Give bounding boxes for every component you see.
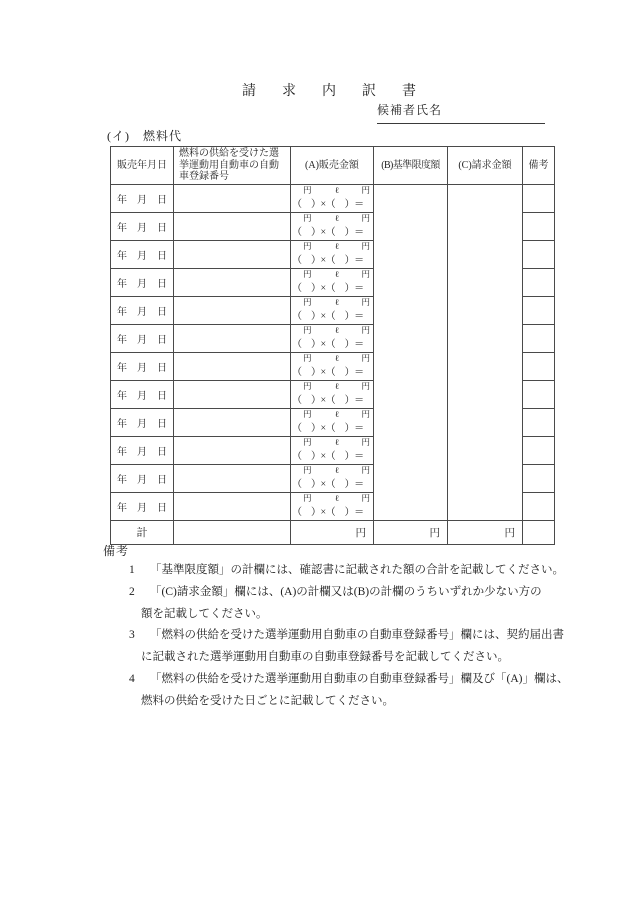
sale-amount-cell[interactable] xyxy=(291,212,374,240)
sales-amount-formula xyxy=(291,465,373,491)
unit-liter: ℓ xyxy=(335,185,340,195)
remarks-cell[interactable] xyxy=(523,380,555,408)
formula-expression: （ ）×（ ）＝ xyxy=(292,423,364,434)
registration-number-cell[interactable] xyxy=(174,324,291,352)
unit-liter: ℓ xyxy=(335,409,340,419)
sales-amount-formula xyxy=(291,353,373,379)
limit-amount-cell[interactable] xyxy=(374,184,448,520)
remarks-cell[interactable] xyxy=(523,492,555,520)
registration-number-cell[interactable] xyxy=(174,492,291,520)
unit-yen-price: 円 xyxy=(303,381,312,391)
formula-expression: （ ）×（ ）＝ xyxy=(292,255,364,266)
sales-amount-formula xyxy=(291,213,373,239)
sales-amount-formula xyxy=(291,493,373,519)
unit-liter: ℓ xyxy=(335,241,340,251)
unit-yen-price: 円 xyxy=(303,297,312,307)
col-header-sale-amount: (A)販売金額 xyxy=(291,147,374,185)
sales-amount-formula xyxy=(291,437,373,463)
registration-number-cell[interactable] xyxy=(174,212,291,240)
note-text: 「基準限度額」の計欄には、確認書に記載された額の合計を記載してください。 xyxy=(150,564,564,576)
claim-amount-cell[interactable] xyxy=(448,184,523,520)
sale-amount-cell[interactable] xyxy=(291,492,374,520)
candidate-name-field[interactable] xyxy=(377,101,545,124)
note-line xyxy=(127,647,567,669)
col-header-claim-amount: (C)請求金額 xyxy=(448,147,523,185)
sale-amount-cell[interactable] xyxy=(291,464,374,492)
note-text: に記載された選挙運動用自動車の自動車登録番号を記載してください。 xyxy=(141,651,509,664)
total-claim-amount-cell[interactable]: 円 xyxy=(448,520,523,544)
unit-yen-total: 円 xyxy=(361,493,370,503)
sale-amount-cell[interactable] xyxy=(291,268,374,296)
unit-yen-price: 円 xyxy=(303,241,312,251)
unit-yen-price: 円 xyxy=(303,269,312,279)
note-line xyxy=(127,691,567,713)
registration-number-cell[interactable] xyxy=(174,352,291,380)
unit-yen-total: 円 xyxy=(361,185,370,195)
table-header-row xyxy=(111,147,555,185)
sales-amount-formula xyxy=(291,241,373,267)
col-header-limit-amount: (B)基準限度額 xyxy=(374,147,448,185)
sale-amount-cell[interactable] xyxy=(291,352,374,380)
col-header-remarks: 備考 xyxy=(523,147,555,185)
unit-liter: ℓ xyxy=(335,269,340,279)
note-number: 4 xyxy=(129,672,135,685)
note-line xyxy=(127,669,567,691)
unit-yen-total: 円 xyxy=(361,353,370,363)
sale-date-cell: 年 月 日 xyxy=(111,184,174,212)
candidate-name-label: 候補者氏名 xyxy=(377,103,443,117)
unit-yen-price: 円 xyxy=(303,437,312,447)
unit-yen-price: 円 xyxy=(303,409,312,419)
unit-yen-total: 円 xyxy=(361,241,370,251)
sale-amount-cell[interactable] xyxy=(291,296,374,324)
unit-yen-total: 円 xyxy=(361,409,370,419)
remarks-cell[interactable] xyxy=(523,184,555,212)
unit-yen-total: 円 xyxy=(361,213,370,223)
unit-yen-price: 円 xyxy=(303,213,312,223)
remarks-cell[interactable] xyxy=(523,436,555,464)
sales-amount-formula xyxy=(291,269,373,295)
sale-date-cell: 年 月 日 xyxy=(111,408,174,436)
registration-number-cell[interactable] xyxy=(174,240,291,268)
remarks-cell[interactable] xyxy=(523,324,555,352)
unit-yen-total: 円 xyxy=(361,381,370,391)
sales-amount-formula xyxy=(291,325,373,351)
sale-amount-cell[interactable] xyxy=(291,240,374,268)
formula-expression: （ ）×（ ）＝ xyxy=(292,339,364,350)
registration-number-cell[interactable] xyxy=(174,436,291,464)
registration-number-cell[interactable] xyxy=(174,184,291,212)
unit-yen-price: 円 xyxy=(303,353,312,363)
remarks-cell[interactable] xyxy=(523,464,555,492)
unit-liter: ℓ xyxy=(335,437,340,447)
unit-liter: ℓ xyxy=(335,493,340,503)
formula-expression: （ ）×（ ）＝ xyxy=(292,395,364,406)
total-remarks-cell xyxy=(523,520,555,544)
sale-date-cell: 年 月 日 xyxy=(111,352,174,380)
sales-amount-formula xyxy=(291,409,373,435)
unit-liter: ℓ xyxy=(335,325,340,335)
sales-amount-formula xyxy=(291,381,373,407)
unit-yen-total: 円 xyxy=(361,465,370,475)
remarks-cell[interactable] xyxy=(523,296,555,324)
sale-date-cell: 年 月 日 xyxy=(111,324,174,352)
total-limit-amount-cell[interactable]: 円 xyxy=(374,520,448,544)
total-label-cell: 計 xyxy=(111,520,174,544)
note-line xyxy=(127,582,567,604)
sale-date-cell: 年 月 日 xyxy=(111,268,174,296)
note-text: 「燃料の供給を受けた選挙運動用自動車の自動車登録番号」欄には、契約届出書 xyxy=(150,629,564,642)
note-text: 「燃料の供給を受けた選挙運動用自動車の自動車登録番号」欄及び「(A)」欄は、 xyxy=(150,672,569,685)
col-header-vehicle-registration: 燃料の供給を受けた選挙運動用自動車の自動車登録番号 xyxy=(174,147,291,185)
note-item-2 xyxy=(127,582,567,626)
note-item-4 xyxy=(127,669,567,713)
note-text: 「(C)請求金額」欄には、(A)の計欄又は(B)の計欄のうちいずれか少ない方の xyxy=(150,585,542,598)
unit-yen-price: 円 xyxy=(303,465,312,475)
formula-expression: （ ）×（ ）＝ xyxy=(292,311,364,322)
unit-yen-total: 円 xyxy=(361,297,370,307)
sales-amount-formula xyxy=(291,297,373,323)
fuel-cost-table xyxy=(110,146,555,545)
registration-number-cell[interactable] xyxy=(174,464,291,492)
sale-amount-cell[interactable] xyxy=(291,408,374,436)
formula-expression: （ ）×（ ）＝ xyxy=(292,227,364,238)
table-row xyxy=(111,184,555,212)
registration-number-cell[interactable] xyxy=(174,296,291,324)
registration-number-cell[interactable] xyxy=(174,268,291,296)
unit-yen-price: 円 xyxy=(303,185,312,195)
sales-amount-formula xyxy=(291,185,373,211)
formula-expression: （ ）×（ ）＝ xyxy=(292,199,364,210)
unit-liter: ℓ xyxy=(335,465,340,475)
registration-number-cell[interactable] xyxy=(174,380,291,408)
note-item-1 xyxy=(127,560,567,582)
remarks-cell[interactable] xyxy=(523,268,555,296)
unit-liter: ℓ xyxy=(335,353,340,363)
total-row xyxy=(111,520,555,544)
sale-amount-cell[interactable] xyxy=(291,324,374,352)
note-line xyxy=(127,604,567,626)
formula-expression: （ ）×（ ）＝ xyxy=(292,507,364,518)
unit-yen-price: 円 xyxy=(303,493,312,503)
sale-amount-cell[interactable] xyxy=(291,436,374,464)
section-label-fuel: (イ) 燃料代 xyxy=(107,129,182,143)
page-title: 請 求 内 訳 書 xyxy=(242,84,422,99)
sale-date-cell: 年 月 日 xyxy=(111,296,174,324)
notes-list xyxy=(127,560,567,713)
sale-amount-cell[interactable] xyxy=(291,380,374,408)
note-number: 2 xyxy=(129,585,135,598)
sale-date-cell: 年 月 日 xyxy=(111,240,174,268)
note-number: 1 xyxy=(129,564,135,576)
formula-expression: （ ）×（ ）＝ xyxy=(292,451,364,462)
note-number: 3 xyxy=(129,629,135,642)
registration-number-cell[interactable] xyxy=(174,408,291,436)
sale-date-cell: 年 月 日 xyxy=(111,464,174,492)
sale-date-cell: 年 月 日 xyxy=(111,492,174,520)
sale-amount-cell[interactable] xyxy=(291,184,374,212)
note-text: 額を記載してください。 xyxy=(141,607,268,620)
sale-date-cell: 年 月 日 xyxy=(111,380,174,408)
unit-yen-total: 円 xyxy=(361,437,370,447)
sale-date-cell: 年 月 日 xyxy=(111,212,174,240)
formula-expression: （ ）×（ ）＝ xyxy=(292,367,364,378)
remarks-cell[interactable] xyxy=(523,352,555,380)
unit-liter: ℓ xyxy=(335,381,340,391)
note-line xyxy=(127,625,567,647)
note-text: 燃料の供給を受けた日ごとに記載してください。 xyxy=(141,694,394,707)
col-header-sale-date: 販売年月日 xyxy=(111,147,174,185)
note-line xyxy=(127,560,567,582)
formula-expression: （ ）×（ ）＝ xyxy=(292,479,364,490)
unit-yen-total: 円 xyxy=(361,325,370,335)
remarks-cell[interactable] xyxy=(523,212,555,240)
unit-yen-price: 円 xyxy=(303,325,312,335)
unit-liter: ℓ xyxy=(335,297,340,307)
total-registration-cell xyxy=(174,520,291,544)
unit-yen-total: 円 xyxy=(361,269,370,279)
notes-heading: 備考 xyxy=(103,544,130,558)
remarks-cell[interactable] xyxy=(523,240,555,268)
formula-expression: （ ）×（ ）＝ xyxy=(292,283,364,294)
unit-liter: ℓ xyxy=(335,213,340,223)
remarks-cell[interactable] xyxy=(523,408,555,436)
sale-date-cell: 年 月 日 xyxy=(111,436,174,464)
note-item-3 xyxy=(127,625,567,669)
total-sale-amount-cell[interactable]: 円 xyxy=(291,520,374,544)
